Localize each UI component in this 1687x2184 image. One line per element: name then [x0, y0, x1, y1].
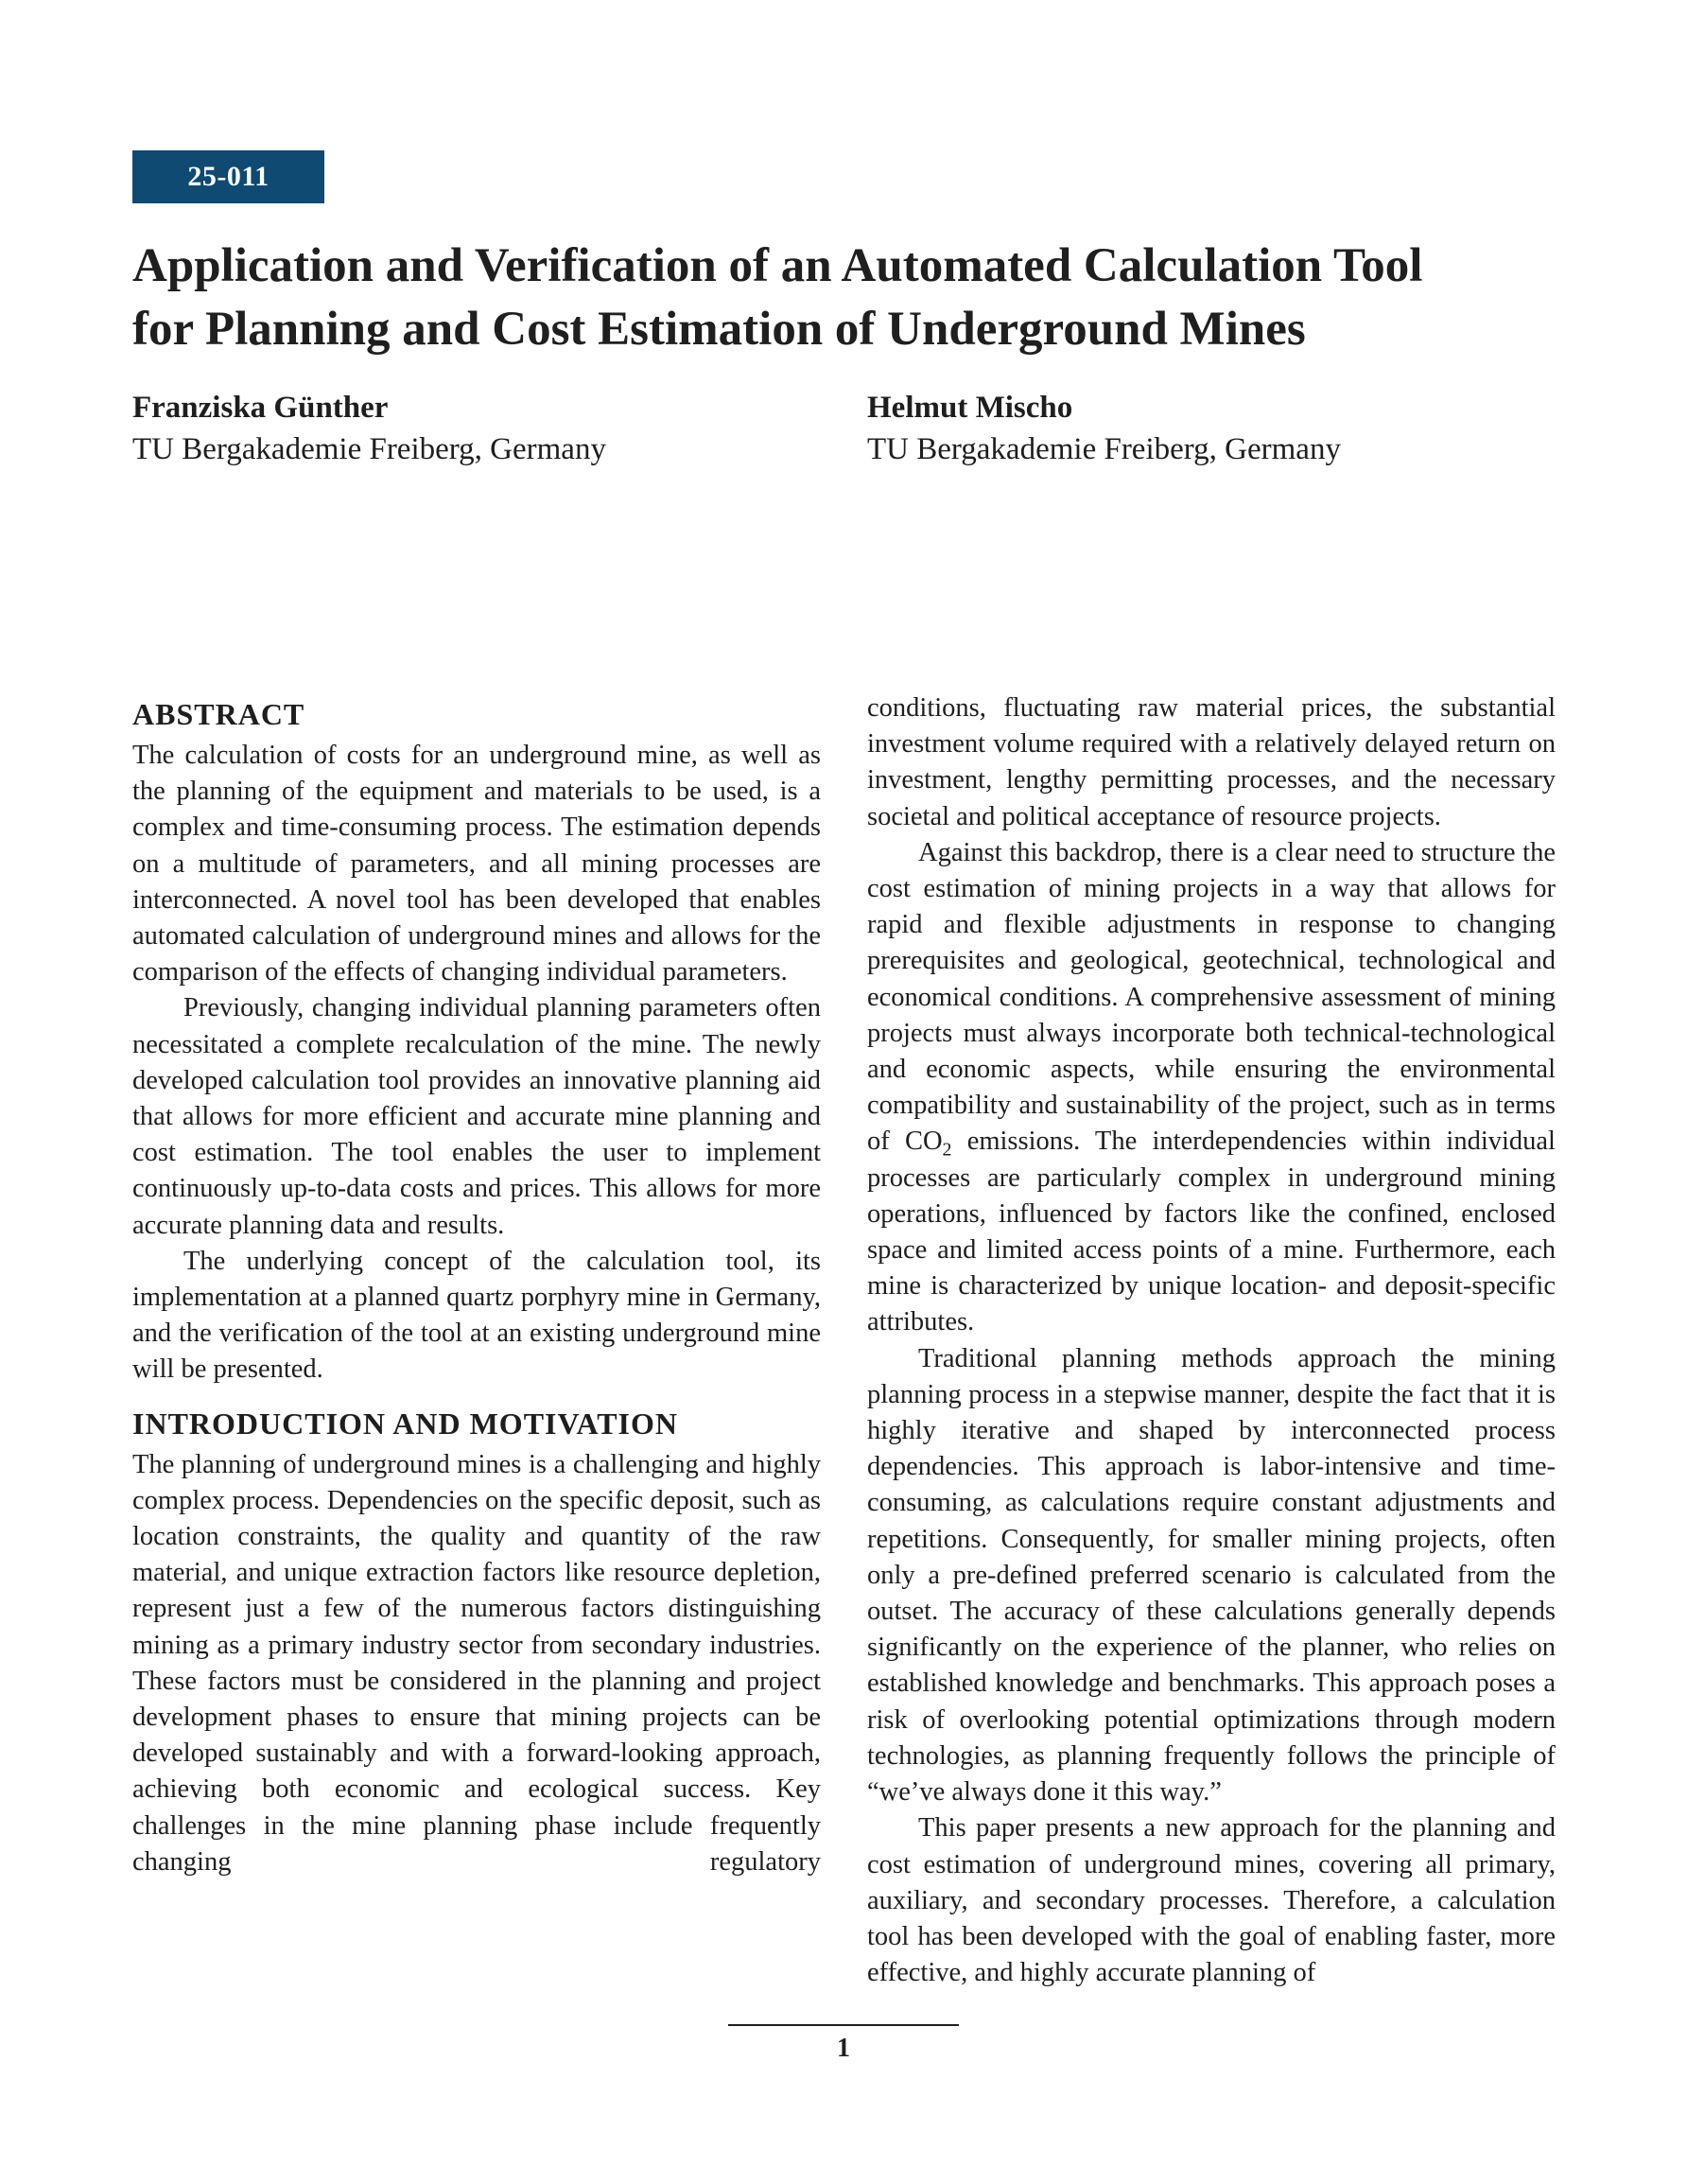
abstract-heading: ABSTRACT	[132, 697, 305, 731]
author-name: Franziska Günther	[132, 391, 389, 425]
abstract-paragraph: Previously, changing individual planning parameters often necessitated a complete recalculation of the mine. The newly developed calculation tool provides an innovative planning aid that allows for more efficient and accurate mine planning and cost estimation. The tool enables the user to implement continuously up-to-data costs and prices. This allows for more accurate planning data and results.	[132, 993, 821, 1240]
title-line-1: Application and Verification of an Automated Calculation Tool	[132, 239, 1423, 292]
right-column	[867, 690, 1556, 1991]
footer-rule	[728, 2024, 959, 2026]
introduction-paragraph-continued: conditions, fluctuating raw material prices, the substantial investment volume required with a relatively delayed return on investment, lengthy permitting processes, and the necessary societal and political acceptance of resource projects.	[867, 693, 1556, 831]
left-column	[132, 690, 821, 1880]
paper-id-badge: 25-011	[132, 150, 324, 203]
introduction-paragraph	[867, 835, 1556, 1341]
introduction-paragraph: Traditional planning methods approach the mining planning process in a stepwise manner, despite the fact that it is highly iterative and shaped by interconnected process dependencies. This approach is labor-intensive and time-consuming, as calculations require constant adjustments and repetitions. Consequently, for smaller mining projects, often only a pre-defined preferred scenario is calculated from the outset. The accuracy of these calculations generally depends significantly on the experience of the planner, who relies on established knowledge and benchmarks. This approach poses a risk of overlooking potential optimizations through modern technologies, as planning frequently follows the principle of “we’ve always done it this way.”	[867, 1343, 1556, 1808]
author-affiliation: TU Bergakademie Freiberg, Germany	[132, 432, 606, 466]
author-affiliation: TU Bergakademie Freiberg, Germany	[867, 432, 1341, 466]
abstract-paragraph: The underlying concept of the calculation tool, its implementation at a planned quartz porphyry mine in Germany, and the verification of the tool at an existing underground mine will be presented.	[132, 1246, 821, 1385]
abstract-paragraph: The calculation of costs for an underground mine, as well as the planning of the equipment and materials to be used, is a complex and time-consuming process. The estimation depends on a multitude of parameters, and all mining processes are interconnected. A novel tool has been developed that enables automated calculation of underground mines and allows for the comparison of the effects of changing individual parameters.	[132, 741, 821, 987]
author-2	[867, 388, 1341, 471]
paper-title	[132, 235, 1589, 361]
author-1	[132, 388, 606, 471]
introduction-paragraph: The planning of underground mines is a challenging and highly complex process. Dependencies on the specific deposit, such as location constraints, the quality and quantity of the raw material, and unique extraction factors like resource depletion, represent just a few of the numerous factors distinguishing mining as a primary industry sector from secondary industries. These factors must be considered in the planning and project development phases to ensure that mining projects can be developed sustainably and with a forward-looking approach, achieving both economic and ecological success. Key challenges in the mine planning phase include frequently changing regulatory	[132, 1449, 821, 1877]
introduction-paragraph: This paper presents a new approach for the planning and cost estimation of underground mines, covering all primary, auxiliary, and secondary processes. Therefore, a calculation tool has been developed with the goal of enabling faster, more effective, and highly accurate planning of	[867, 1813, 1556, 1988]
introduction-heading: INTRODUCTION AND MOTIVATION	[132, 1406, 678, 1441]
paragraph-text: Against this backdrop, there is a clear need to structure the cost estimation of mining projects in a way that allows for rapid and flexible adjustments in response to changing prerequisites and geological, geotechnical, technological and economical conditions. A comprehensive assessment of mining projects must always incorporate both technical-technological and economic aspects, while ensuring the environmental compatibility and sustainability of the project, such as in terms of CO	[867, 837, 1556, 1157]
subscript: 2	[942, 1140, 952, 1162]
author-name: Helmut Mischo	[867, 391, 1073, 425]
paragraph-text: emissions. The interdependencies within individual processes are particularly complex in underground mining operations, influenced by factors like the confined, enclosed space and limited access points of a mine. Furthermore, each mine is characterized by unique location- and deposit-specific attributes.	[867, 1127, 1556, 1337]
title-line-2: for Planning and Cost Estimation of Underground Mines	[132, 303, 1306, 356]
page-number: 1	[837, 2034, 850, 2063]
